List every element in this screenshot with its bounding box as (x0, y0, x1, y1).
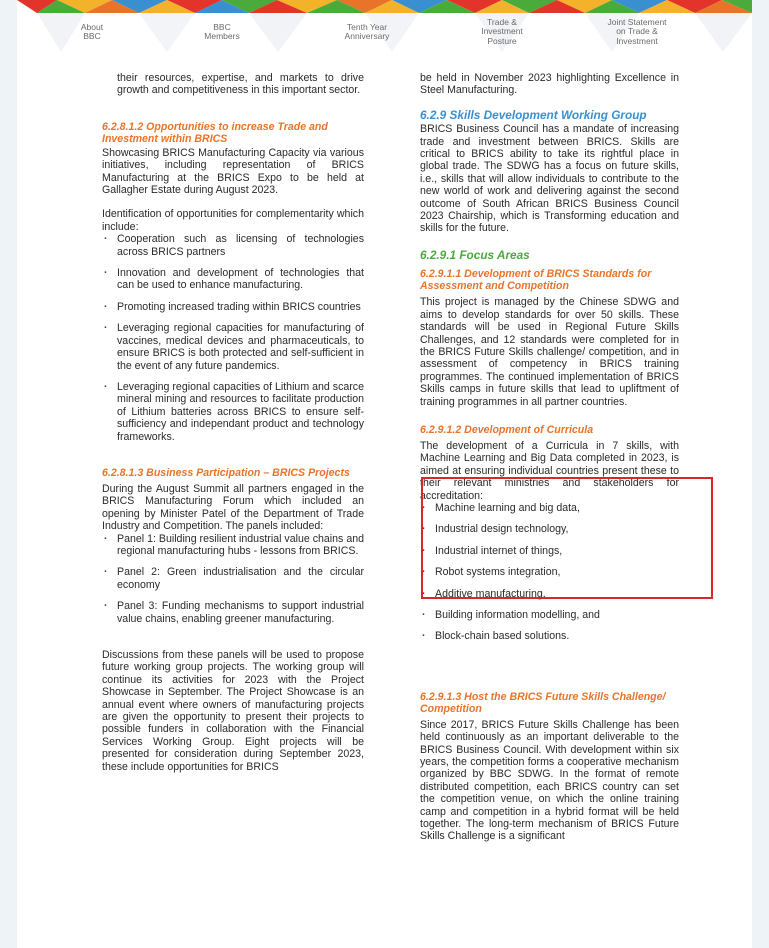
nav-joint-statement[interactable]: Joint Statement on Trade & Investment (607, 16, 667, 46)
paragraph-discussions: Discussions from these panels will be used to propose future working group projects. The working group will continue its activities for 2023 with the Project Showcase in September. The Project Showcase is an annual event where owners of manufacturing projects are given the opportunity to present their projects to possible funders in collaboration with the Financial Services Working Group. Eight projects will be presented for consideration during September 2023, these include opportunities for BRICS (102, 649, 364, 773)
list-item: · Machine learning and big data, (420, 502, 679, 514)
left-column (102, 72, 364, 773)
paragraph-august-summit: During the August Summit all partners engaged in the BRICS Manufacturing Forum which included an opening by Minister Patel of the Department of Trade Industry and Competition. The panels included: (102, 482, 364, 533)
list-item: · Panel 3: Funding mechanisms to support industrial value chains, enabling greener manufacturing. (102, 600, 364, 625)
heading-6-2-9-1-1: 6.2.9.1.1 Development of BRICS Standards for Assessment and Competition (420, 268, 652, 293)
right-column (420, 72, 679, 843)
list-item: · Building information modelling, and (420, 609, 679, 621)
list-item: · Innovation and development of technologies that can be used to enhance manufacturing. (102, 267, 364, 292)
page-header-banner (17, 0, 752, 52)
nav-about-bbc[interactable]: About BBC (80, 21, 104, 41)
nav-bbc-members[interactable]: BBC Members (204, 21, 240, 41)
list-item: · Leveraging regional capacities of Lithium and scarce mineral mining and resources to facilitate production of Lithium batteries across BRICS to ensure self-sufficiency and independant product and technology frameworks. (102, 381, 364, 443)
paragraph-skills-mandate: BRICS Business Council has a mandate of increasing trade and investment between BRICS. Skills are critical to BRICS ability to take its rightful place in global trade. The SDWG has a focus on future skills, i.e., skills that will allow individuals to contribute to the new world of work and delivering against the second outcome of South African BRICS Business Council 2023 Chairship, which is Transforming education and skills for the future. (420, 123, 679, 235)
heading-6-2-9-1-2: 6.2.9.1.2 Development of Curricula (420, 423, 594, 436)
list-item: · Promoting increased trading within BRICS countries (102, 301, 364, 313)
paragraph-showcasing: Showcasing BRICS Manufacturing Capacity via various initiatives, including representation of BRICS Manufacturing at the BRICS Expo to be held at Gallagher Estate during August 2023. (102, 146, 364, 197)
document-page (17, 0, 752, 948)
list-item: · Industrial internet of things, (420, 545, 679, 557)
heading-6-2-9-1-3: 6.2.9.1.3 Host the BRICS Future Skills Challenge/ Competition (420, 690, 666, 715)
right-intro-paragraph: be held in November 2023 highlighting Excellence in Steel Manufacturing. (420, 72, 679, 97)
nav-tenth-year-anniversary[interactable]: Tenth Year Anniversary (344, 21, 390, 41)
list-item: · Industrial design technology, (420, 523, 679, 535)
heading-6-2-9: 6.2.9 Skills Development Working Group (420, 107, 647, 122)
curricula-list (420, 502, 679, 643)
heading-6-2-8-1-2: 6.2.8.1.2 Opportunities to increase Trade and Investment within BRICS (102, 120, 328, 145)
heading-6-2-8-1-3: 6.2.8.1.3 Business Participation – BRICS Projects (102, 466, 350, 479)
list-item: · Cooperation such as licensing of technologies across BRICS partners (102, 233, 364, 258)
paragraph-future-skills-challenge: Since 2017, BRICS Future Skills Challenge has been held continuously as an important deliverable to the BRICS Business Council. With development within six years, the competition forms a cooperative mechanism organized by BBC SDWG. In the format of remote distributed competition, each BRICS country can set the competition venue, on which the online training camp and competition in a hybrid format will be held together. The long-term mechanism of BRICS Future Skills Challenge is a significant (420, 718, 679, 843)
list-item: · Robot systems integration, (420, 566, 679, 578)
heading-6-2-9-1: 6.2.9.1 Focus Areas (420, 247, 530, 262)
paragraph-standards: This project is managed by the Chinese SDWG and aims to develop standards for over 50 skills. These standards will be used in Regional Future Skills Challenges, and 12 standards were completed for in the BRICS Future Skills challenge/ competition, and in assessment of competency in BRICS training programmes. The continued implementation of BRICS Skills camps in future skills that lead to upliftment of training programmes in all partner countries. (420, 296, 679, 408)
paragraph-identification: Identification of opportunities for complementarity which include: (102, 208, 364, 233)
list-item: · Block-chain based solutions. (420, 630, 679, 642)
list-item: · Additive manufacturing, (420, 588, 679, 600)
nav-trade-investment-posture[interactable]: Trade & Investment Posture (481, 16, 523, 46)
paragraph-curricula: The development of a Curricula in 7 skills, with Machine Learning and Big Data completed in 2023, is aimed at ensuring individual countries present these to their relevant ministries and stakeholders for accreditation: (420, 439, 679, 502)
list-item: · Leveraging regional capacities for manufacturing of vaccines, medical devices and pharmaceuticals, to ensure BRICS is both protected and self-sufficient in the event of any future pandemics. (102, 322, 364, 372)
left-intro-paragraph: their resources, expertise, and markets to drive growth and competitiveness in this important sector. (117, 72, 364, 97)
list-item: · Panel 1: Building resilient industrial value chains and regional manufacturing hubs - lessons from BRICS. (102, 533, 364, 558)
list-item: · Panel 2: Green industrialisation and the circular economy (102, 566, 364, 591)
panels-list (102, 533, 364, 625)
opportunities-list (102, 233, 364, 443)
